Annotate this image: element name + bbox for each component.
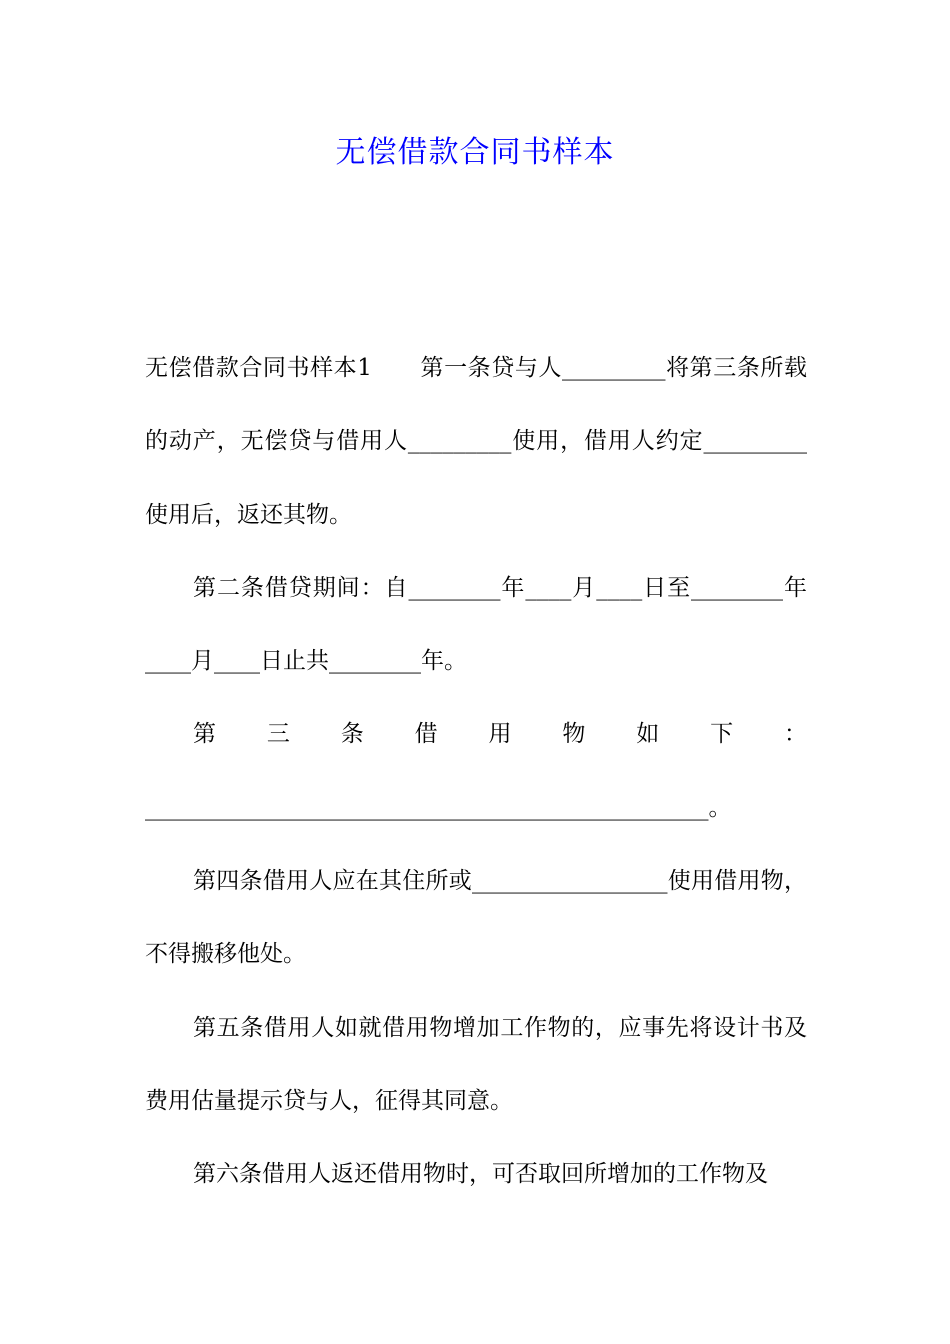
paragraph-article-5: 第五条借用人如就借用物增加工作物的，应事先将设计书及费用估量提示贷与人，征得其同意。 [145,1014,807,1114]
document-title: 无偿借款合同书样本 [335,135,615,170]
paragraph-article-3: 第三条借用物如下：_________________________________________________。 [145,721,807,821]
paragraph-article-1 [145,332,807,552]
paragraph-article-2: 第二条借贷期间：自________年____月____日至________年____月____日止共________年。 [145,574,807,675]
paragraph-article-6: 第六条借用人返还借用物时，可否取回所增加的工作物及 [193,1161,768,1188]
paragraph-article-4: 第四条借用人应在其住所或_________________使用借用物，不得搬移他处。 [145,868,807,968]
sample-heading: 无偿借款合同书样本1 [145,355,372,381]
document-body [145,332,807,1212]
article-1-text: 第一条贷与人_________将第三条所载的动产，无偿贷与借用人_________使用，借用人约定_________使用后，返还其物。 [145,355,808,528]
